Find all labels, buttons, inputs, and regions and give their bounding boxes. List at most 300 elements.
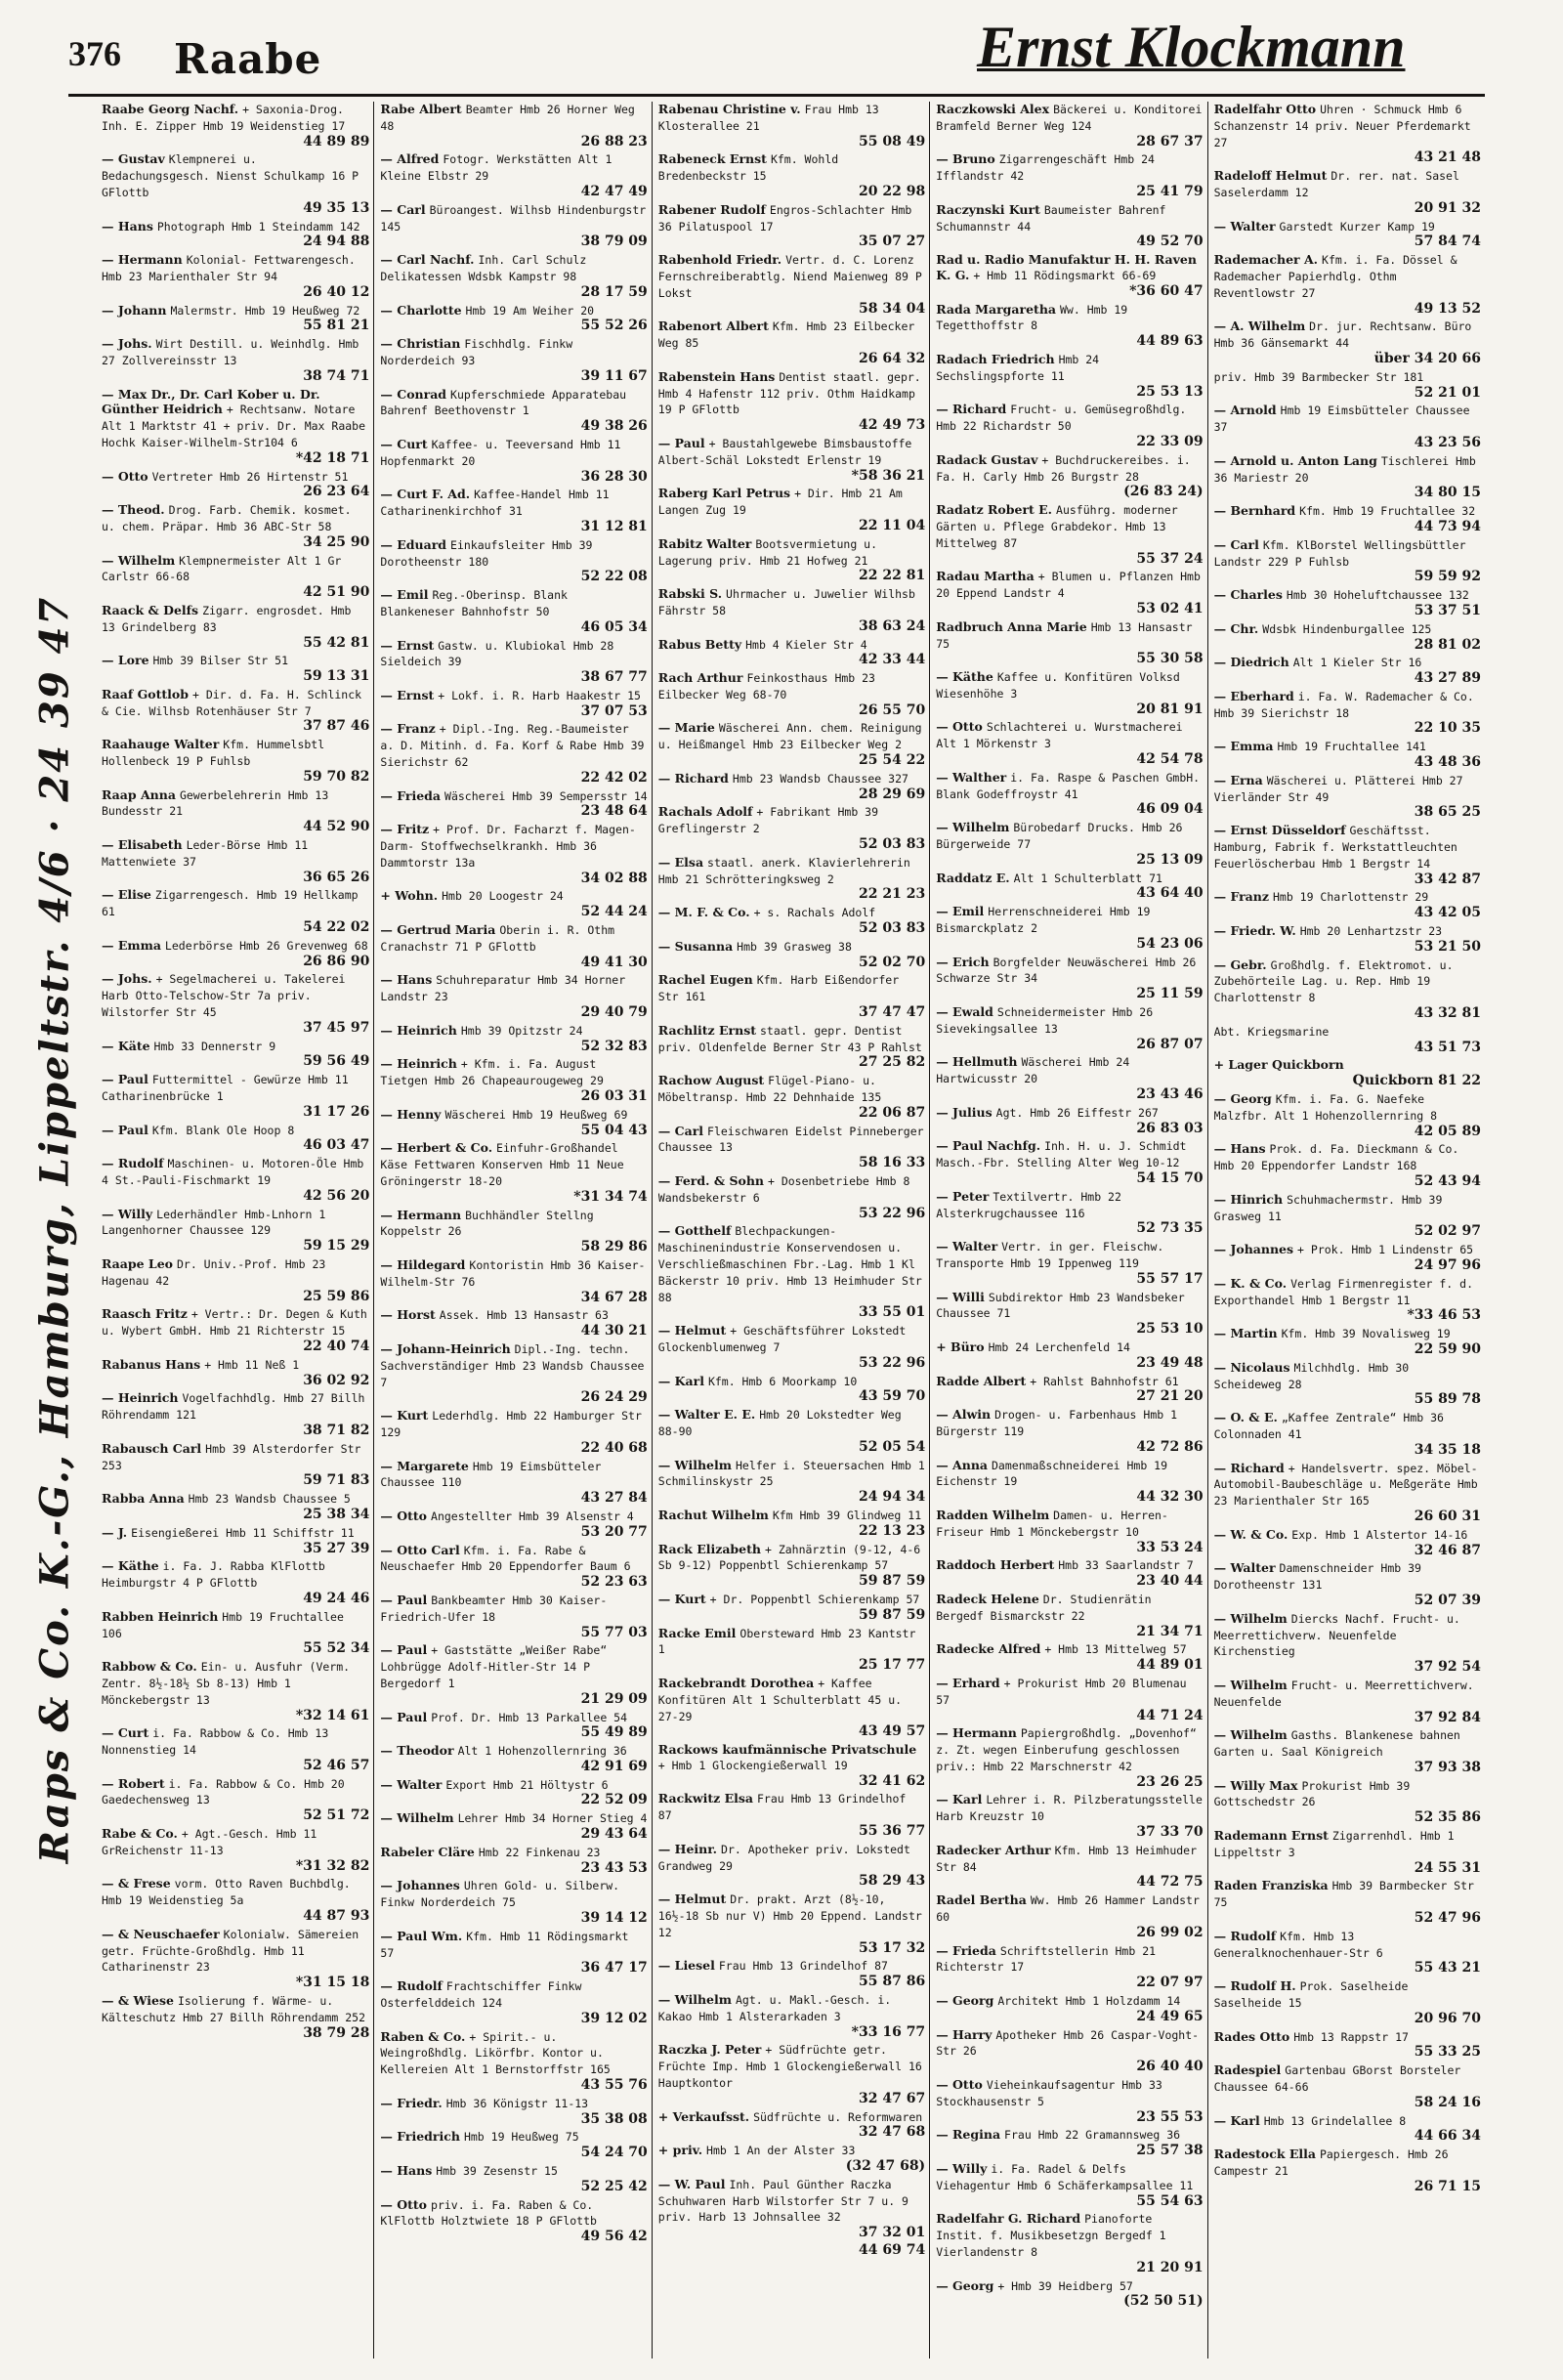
entry-phone: 59 70 82	[303, 768, 370, 785]
directory-entry	[936, 1592, 1203, 1639]
entry-phone: 20 22 98	[858, 183, 926, 199]
directory-entry	[658, 939, 925, 971]
entry-name: — Ferd. & Sohn	[657, 1173, 764, 1188]
entry-phone: 37 07 53	[580, 702, 648, 719]
directory-entry	[1214, 453, 1481, 501]
entry-phone: 52 07 39	[1414, 1592, 1481, 1608]
directory-entry	[380, 2129, 647, 2161]
entry-name: — Wilhelm	[936, 820, 1010, 835]
entry-name: Raap Anna	[102, 786, 176, 802]
entry-name: — Alwin	[936, 1407, 992, 1423]
entry-desc: Apotheker Hmb 26 Caspar-Voght-Str 26	[936, 2027, 1200, 2059]
entry-desc: Hmb 19 Fruchtallee 141	[1277, 740, 1426, 754]
entry-phone: 20 91 32	[1414, 199, 1481, 216]
entry-phone: *32 14 61	[295, 1707, 370, 1723]
entry-phone: 23 40 44	[1136, 1573, 1204, 1590]
entry-phone: 26 99 02	[1136, 1924, 1204, 1940]
entry-desc: Agt. Hmb 26 Eiffestr 267	[995, 1105, 1159, 1120]
entry-desc: + Spirit.- u. Weingroßhdlg. Likörfbr. Kontor u. Kellereien Alt 1 Bernstorffstr 165	[380, 2029, 611, 2077]
entry-desc: Wäscherei Hmb 39 Sempersstr 14	[444, 788, 648, 803]
directory-entry	[1214, 252, 1481, 317]
entry-desc: Dr. Apotheker priv. Lokstedt Grandweg 29	[657, 1842, 910, 1873]
entry-name: — Friedr. W.	[1213, 923, 1296, 939]
entry-desc: i. Fa. Rabbow & Co. Hmb 20 Gaedechensweg 13	[102, 1776, 345, 1807]
entry-desc: Prok. d. Fa. Dieckmann & Co. Hmb 20 Eppendorfer Landstr 168	[1213, 1142, 1459, 1173]
entry-name: — Johannes	[1213, 1242, 1294, 1257]
directory-entry	[102, 1357, 369, 1389]
entry-name: + Lager Quickborn	[1213, 1057, 1344, 1073]
entry-phone: 22 40 74	[303, 1338, 370, 1354]
entry-desc: Lederbörse Hmb 26 Grevenweg 68	[164, 938, 368, 953]
directory-entry	[1214, 369, 1481, 402]
directory-entry	[1214, 773, 1481, 821]
entry-name: — Paul Wm.	[380, 1928, 463, 1943]
entry-desc: Angestellter Hmb 39 Alsenstr 4	[431, 1509, 634, 1523]
entry-name: — Friedr.	[380, 2095, 443, 2110]
entry-phone: 23 48 64	[580, 803, 648, 820]
entry-phone: 22 13 23	[858, 1522, 926, 1539]
entry-desc: Ein- u. Ausfuhr (Verm. Zentr. 8½-18½ Sb 8-13) Hmb 1 Mönckebergstr 13	[102, 1660, 351, 1707]
entry-name: Radeck Helene	[936, 1591, 1039, 1606]
entry-name: — Johann	[102, 302, 167, 318]
entry-phone: 20 81 91	[1136, 701, 1204, 717]
directory-entry	[936, 770, 1203, 818]
entry-name: — Käthe	[102, 1558, 159, 1574]
entry-desc: Zigarrengesch. Hmb 19 Hellkamp 61	[102, 888, 359, 919]
entry-phone: Quickborn 81 22	[1352, 1073, 1481, 1089]
directory-entry	[1214, 1410, 1481, 1458]
entry-name: Rabus Betty	[657, 636, 742, 652]
entry-desc: Dentist staatl. gepr. Hmb 4 Hafenstr 112 priv. Othm Haidkamp 19 P GFlottb	[657, 369, 921, 417]
entry-name: — Martin	[1213, 1326, 1278, 1341]
directory-entry	[658, 2109, 925, 2142]
directory-entry	[380, 387, 647, 435]
entry-name: — Paul	[102, 1122, 148, 1137]
entry-phone: 53 17 32	[858, 1939, 926, 1956]
entry-desc: + Prok. Hmb 1 Lindenstr 65	[1297, 1243, 1474, 1257]
entry-desc: Obersteward Hmb 23 Kantstr 1	[657, 1626, 916, 1657]
directory-entry	[102, 1659, 369, 1723]
entry-phone: 52 02 70	[858, 954, 926, 970]
entry-desc: Maschinen- u. Motoren-Öle Hmb 4 St.-Pauli-Fischmarkt 19	[102, 1157, 364, 1187]
directory-entry	[936, 1641, 1203, 1674]
entry-name: Radecke Alfred	[936, 1641, 1041, 1657]
entry-desc: Büroangest. Wilhsb Hindenburgstr 145	[380, 202, 647, 234]
entry-phone: 38 74 71	[303, 367, 370, 384]
entry-desc: Schlachterei u. Wurstmacherei Alt 1 Mörkenstr 3	[936, 720, 1183, 751]
directory-entry	[380, 252, 647, 300]
entry-phone: 37 93 38	[1414, 1759, 1481, 1775]
directory-entry	[1214, 587, 1481, 619]
directory-entry	[936, 2278, 1203, 2311]
directory-entry	[936, 102, 1203, 149]
entry-desc: Subdirektor Hmb 23 Wandsbeker Chaussee 71	[936, 1290, 1185, 1321]
directory-entry	[1214, 1242, 1481, 1274]
entry-desc: Kolonialw. Sämereien getr. Früchte-Großhdlg. Hmb 11 Catharinenstr 23	[102, 1927, 359, 1975]
directory-entry	[658, 202, 925, 250]
entry-name: Raape Leo	[102, 1255, 173, 1271]
entry-phone: 36 47 17	[580, 1960, 648, 1976]
directory-entry	[380, 1257, 647, 1305]
entry-name: Raczka J. Peter	[657, 2042, 762, 2058]
entry-phone: 23 43 46	[1136, 1086, 1204, 1103]
entry-name: — Emma	[1213, 739, 1274, 754]
entry-phone: *33 16 77	[851, 2023, 926, 2040]
entry-name: — Curt F. Ad.	[380, 487, 471, 502]
entry-phone: 21 29 09	[580, 1690, 648, 1707]
entry-name: Raack & Delfs	[102, 602, 199, 617]
entry-name: — Wilhelm	[102, 552, 176, 568]
entry-desc: Eisengießerei Hmb 11 Schiffstr 11	[131, 1525, 355, 1540]
directory-entry	[102, 971, 369, 1036]
entry-desc: + Baustahlgewebe Bimsbaustoffe Albert-Schäl Lokstedt Erlenstr 19	[657, 436, 912, 467]
directory-entry	[936, 2027, 1203, 2075]
entry-name: — Bernhard	[1213, 503, 1296, 519]
directory-entry	[380, 2197, 647, 2245]
entry-phone: 55 87 86	[858, 1974, 926, 1990]
entry-name: — Anna	[936, 1457, 989, 1472]
entry-name: — Erna	[1213, 772, 1263, 787]
signature-stamp: Ernst Klockmann	[977, 15, 1406, 79]
entry-name: — Hans	[1213, 1141, 1266, 1157]
running-head: Raabe	[174, 35, 322, 83]
directory-entry	[1214, 621, 1481, 654]
directory-entry	[380, 1341, 647, 1406]
entry-desc: + Dipl.-Ing. Reg.-Baumeister a. D. Mitinh. d. Fa. Korf & Rabe Hmb 39 Sierichstr 62	[380, 722, 645, 770]
directory-entry	[380, 972, 647, 1020]
entry-phone: 54 22 02	[303, 919, 370, 936]
entry-desc: Klempnerei u. Bedachungsgesch. Nienst Schulkamp 16 P GFlottb	[102, 152, 359, 199]
entry-desc: Hmb 39 Grasweg 38	[737, 939, 852, 954]
entry-phone: 59 87 59	[858, 1573, 926, 1590]
directory-entry	[102, 1776, 369, 1824]
entry-phone: 23 26 25	[1136, 1773, 1204, 1790]
entry-name: — W. Paul	[657, 2176, 726, 2191]
entry-desc: Verlag Firmenregister f. d. Exporthandel Hmb 1 Bergstr 11	[1213, 1276, 1473, 1307]
directory-entry	[380, 1408, 647, 1456]
entry-phone: 32 46 87	[1414, 1542, 1481, 1558]
entry-phone: 38 65 25	[1414, 804, 1481, 821]
entry-desc: Vieheinkaufsagentur Hmb 33 Stockhausenstr 5	[936, 2078, 1162, 2108]
entry-name: — Willy Max	[1213, 1777, 1298, 1793]
entry-name: — Carl Nachf.	[380, 252, 475, 268]
entry-desc: Tischlerei Hmb 36 Mariestr 20	[1213, 453, 1476, 485]
entry-desc: Herrenschneiderei Hmb 19 Bismarckplatz 2	[936, 905, 1151, 936]
directory-entry	[936, 619, 1203, 667]
entry-phone: 44 71 24	[1136, 1707, 1204, 1723]
entry-name: — Johann-Heinrich	[380, 1340, 511, 1356]
entry-phone: 53 20 77	[580, 1523, 648, 1540]
entry-phone: 52 02 97	[1414, 1223, 1481, 1240]
directory-entry	[936, 402, 1203, 449]
entry-name: Rad u. Radio Manufaktur H. H. Raven K. G.	[936, 252, 1197, 282]
entry-name: — Hinrich	[1213, 1191, 1284, 1207]
entry-phone: 32 47 67	[858, 2090, 926, 2106]
entry-name: — Theodor	[380, 1743, 454, 1759]
entry-name: Rachut Wilhelm	[657, 1507, 769, 1522]
entry-phone: 42 05 89	[1414, 1123, 1481, 1139]
entry-phone: 22 33 09	[1136, 433, 1204, 449]
entry-desc: Drogen- u. Farbenhaus Hmb 1 Bürgerstr 119	[936, 1408, 1178, 1438]
entry-name: — Friedrich	[380, 2129, 460, 2145]
entry-desc: Blechpackungen- Maschinenindustrie Konservendosen u. Verschließmaschinen Fbr.-Lag. Hmb 1 Kl Bäckerstr 10 priv. Hmb 13 Heimhuder Str 88	[657, 1224, 922, 1304]
entry-name: Radatz Robert E.	[936, 502, 1053, 518]
entry-phone: 36 65 26	[303, 869, 370, 885]
entry-desc: Kfm. Hmb 13 Generalknochenhauer-Str 6	[1213, 1929, 1383, 1960]
directory-entry	[936, 820, 1203, 868]
entry-name: — Paul	[102, 1072, 148, 1087]
entry-phone: 58 29 43	[858, 1873, 926, 1890]
entry-desc: Alt 1 Kieler Str 16	[1292, 656, 1422, 670]
entry-phone: 22 40 68	[580, 1439, 648, 1456]
entry-phone: 43 49 57	[858, 1723, 926, 1740]
directory-entry	[658, 1323, 925, 1371]
entry-name: — Ernst	[380, 687, 435, 702]
entry-phone: (52 50 51)	[1123, 2293, 1204, 2310]
entry-name: — Otto	[936, 719, 983, 735]
entry-phone: 44 52 90	[303, 819, 370, 835]
entry-name: — Hermann	[936, 1725, 1017, 1741]
directory-entry	[936, 1290, 1203, 1338]
directory-entry	[102, 1441, 369, 1489]
entry-desc: i. Fa. W. Rademacher & Co. Hmb 39 Sierichstr 18	[1213, 689, 1474, 720]
entry-desc: Hmb 20 Loogestr 24	[442, 889, 564, 904]
entry-phone: *33 46 53	[1407, 1307, 1481, 1324]
directory-entry	[380, 1810, 647, 1843]
entry-desc: Kfm. i. Fa. Dössel & Rademacher Papierhdlg. Othm Reventlowstr 27	[1213, 253, 1457, 300]
entry-phone: 23 49 48	[1136, 1354, 1204, 1371]
entry-desc: Hmb 1 An der Alster 33	[706, 2144, 856, 2158]
entry-phone: 53 37 51	[1414, 602, 1481, 618]
entry-phone: 49 35 13	[303, 199, 370, 216]
entry-phone: 52 73 35	[1136, 1220, 1204, 1237]
entry-name: Raczkowski Alex	[936, 102, 1050, 116]
entry-name: Rades Otto	[1213, 2028, 1290, 2044]
directory-entry	[102, 687, 369, 735]
entry-desc: + Hmb 1 Glockengießerwall 19	[657, 1758, 848, 1772]
entry-phone: 26 40 12	[303, 283, 370, 300]
entry-phone: 42 54 78	[1136, 751, 1204, 768]
entry-desc: Leder-Börse Hmb 11 Mattenwiete 37	[102, 838, 309, 869]
entry-name: Rachals Adolf	[657, 804, 753, 820]
entry-desc: Feinkosthaus Hmb 23 Eilbecker Weg 68-70	[657, 671, 875, 701]
entry-name: — Walter	[1213, 218, 1276, 234]
entry-name: — & Neuschaefer	[102, 1926, 220, 1941]
directory-entry	[1214, 319, 1481, 366]
entry-phone: 52 32 83	[580, 1038, 648, 1054]
directory-entry	[936, 1943, 1203, 1991]
entry-phone: 44 72 75	[1136, 1874, 1204, 1891]
entry-desc: Zigarr. engrosdet. Hmb 13 Grindelberg 83	[102, 603, 352, 634]
entry-phone: 37 47 47	[858, 1004, 926, 1021]
directory-entry	[380, 1845, 647, 1877]
entry-phone: 44 73 94	[1414, 518, 1481, 534]
entry-name: — Johs.	[102, 336, 152, 352]
directory-entry	[658, 771, 925, 803]
entry-phone: 46 09 04	[1136, 801, 1204, 818]
directory-entry	[936, 904, 1203, 952]
entry-phone: 42 51 90	[303, 584, 370, 601]
directory-entry	[1214, 1727, 1481, 1775]
entry-name: Rabeler Cläre	[380, 1844, 475, 1859]
entry-phone: 22 06 87	[858, 1104, 926, 1121]
entry-phone: 34 35 18	[1414, 1441, 1481, 1458]
entry-phone: 52 22 08	[580, 569, 648, 585]
entry-phone: 55 52 34	[303, 1640, 370, 1657]
entry-desc: Kfm. Hmb 19 Fruchtallee 32	[1299, 504, 1476, 519]
entry-name: — Peter	[936, 1188, 990, 1204]
entry-phone: 29 40 79	[580, 1004, 648, 1021]
entry-desc: Hmb 33 Dennerstr 9	[153, 1039, 276, 1053]
entry-name: — Wilhelm	[1213, 1677, 1288, 1692]
entry-name: — Franz	[380, 721, 436, 737]
entry-name: — Willy	[936, 2161, 988, 2177]
entry-phone: 35 27 39	[303, 1540, 370, 1556]
directory-entry	[658, 1592, 925, 1624]
entry-name: Rabe Albert	[380, 102, 462, 116]
entry-name: Raasch Fritz	[102, 1306, 188, 1322]
entry-phone: 52 51 72	[303, 1807, 370, 1824]
entry-phone: 37 45 97	[303, 1019, 370, 1036]
entry-phone: 26 71 15	[1414, 2178, 1481, 2194]
directory-entry	[1214, 1527, 1481, 1559]
entry-name: — Rudolf	[380, 1978, 443, 1994]
entry-desc: Bäckerei u. Konditorei Bramfeld Berner Weg 124	[936, 103, 1203, 133]
entry-desc: Gastw. u. Klubiokal Hmb 28 Sieldeich 39	[380, 638, 614, 669]
entry-phone: 25 41 79	[1136, 183, 1204, 199]
entry-name: — Käthe	[936, 669, 993, 685]
entry-desc: staatl. anerk. Klavierlehrerin Hmb 21 Schrötteringksweg 2	[657, 855, 910, 886]
entry-desc: Vogelfachhdlg. Hmb 27 Billh Röhrendamm 121	[102, 1391, 365, 1423]
entry-desc: Kfm. Hmb 13 Heimhuder Str 84	[936, 1843, 1198, 1874]
entry-phone: 38 63 24	[858, 617, 926, 634]
entry-desc: + Dir. Hmb 21 Am Langen Zug 19	[657, 487, 903, 518]
directory-entry	[658, 1791, 925, 1839]
entry-desc: priv. Hmb 39 Barmbecker Str 181	[1213, 369, 1424, 384]
entry-desc: Kfm. Blank Ole Hoop 8	[151, 1123, 295, 1137]
entry-phone: 31 12 81	[580, 518, 648, 534]
entry-phone: 49 41 30	[580, 954, 648, 970]
entry-phone: 46 03 47	[303, 1137, 370, 1154]
entry-name: + Verkaufsst.	[657, 2108, 750, 2124]
entry-desc: Hmb 4 Kieler Str 4	[745, 637, 867, 652]
entry-phone: 26 23 64	[303, 484, 370, 500]
entry-phone: 26 40 40	[1136, 2059, 1204, 2075]
entry-desc: Hmb 23 Wandsb Chaussee 327	[732, 771, 908, 786]
entry-phone: 52 23 63	[580, 1574, 648, 1591]
entry-desc: Agt. u. Makl.-Gesch. i. Kakao Hmb 1 Alsterarkaden 3	[657, 1993, 892, 2023]
entry-phone: 54 15 70	[1136, 1170, 1204, 1186]
entry-name: Rabe & Co.	[102, 1826, 178, 1842]
entry-desc: Hmb 30 Hoheluftchaussee 132	[1286, 588, 1469, 603]
entry-name: — Karl	[936, 1792, 983, 1807]
entry-phone: 37 92 54	[1414, 1659, 1481, 1676]
entry-desc: Inh. H. u. J. Schmidt Masch.-Fbr. Stelling Alter Weg 10-12	[936, 1139, 1187, 1170]
directory-entry	[936, 1407, 1203, 1455]
entry-desc: Isolierung f. Wärme- u. Kälteschutz Hmb 27 Billh Röhrendamm 252	[102, 1994, 366, 2024]
directory-entry	[1214, 102, 1481, 166]
entry-phone: 55 36 77	[858, 1823, 926, 1840]
directory-entry	[1214, 403, 1481, 450]
entry-phone: 25 13 09	[1136, 851, 1204, 868]
entry-desc: + Buchdruckereibes. i. Fa. H. Carly Hmb 26 Burgstr 28	[936, 452, 1191, 484]
entry-desc: Wäscherei Hmb 24 Hartwicusstr 20	[936, 1055, 1130, 1086]
entry-desc: + Hmb 11 Neß 1	[204, 1357, 300, 1372]
entry-name: Rabski S.	[657, 586, 723, 602]
entry-desc: + Agt.-Gesch. Hmb 11 GrReichenstr 11-13	[102, 1827, 317, 1857]
directory-entry	[1214, 1611, 1481, 1676]
entry-desc: Dipl.-Ing. techn. Sachverständiger Hmb 23 Wandsb Chaussee 7	[380, 1341, 645, 1389]
entry-desc: Alt 1 Schulterblatt 71	[1013, 871, 1162, 885]
entry-phone: 38 79 28	[303, 2024, 370, 2041]
entry-phone: 44 89 63	[1136, 333, 1204, 350]
entry-desc: Dr. Studienrätin Bergedf Bismarckstr 22	[936, 1592, 1152, 1623]
entry-name: — M. F. & Co.	[657, 905, 750, 920]
entry-desc: Prok. Saselheide Saselheide 15	[1213, 1979, 1409, 2011]
entry-name: — Paul	[380, 1592, 428, 1607]
entry-name: — Charlotte	[380, 302, 462, 318]
entry-desc: Gasths. Blankenese bahnen Garten u. Saal Königreich	[1213, 1728, 1460, 1760]
entry-name: — Heinrich	[380, 1056, 457, 1072]
entry-phone: 43 59 70	[858, 1388, 926, 1405]
entry-phone: 22 22 81	[858, 568, 926, 584]
entry-phone: 54 24 70	[580, 2145, 648, 2161]
entry-name: — Heinrich	[380, 1022, 457, 1038]
directory-entry	[102, 553, 369, 601]
entry-desc: Frau Hmb 13 Grindelhof 87	[657, 1792, 907, 1823]
entry-desc: Flügel-Piano- u. Möbeltransp. Hmb 22 Dehnhaide 135	[657, 1074, 882, 1105]
entry-name: — Wilhelm	[1213, 1610, 1288, 1626]
entry-desc: Lehrer i. R. Pilzberatungsstelle Harb Kreuzstr 10	[936, 1793, 1203, 1824]
entry-phone: 26 87 07	[1136, 1036, 1204, 1052]
entry-name: — Karl	[1213, 2112, 1260, 2128]
entry-phone: 59 71 83	[303, 1472, 370, 1489]
entry-desc: Wdsbk Hindenburgallee 125	[1262, 621, 1432, 636]
directory-entry	[1214, 689, 1481, 737]
entry-phone: 49 56 42	[580, 2229, 648, 2245]
entry-desc: Ww. Hmb 26 Hammer Landstr 60	[936, 1893, 1200, 1925]
entry-phone: 38 71 82	[303, 1422, 370, 1438]
entry-phone: 57 84 74	[1414, 234, 1481, 250]
entry-phone: 52 44 24	[580, 904, 648, 920]
entry-desc: Hmb 19 Am Weiher 20	[465, 303, 595, 318]
entry-name: — Hans	[380, 972, 433, 988]
entry-desc: Prof. Dr. Hmb 13 Parkallee 54	[431, 1710, 628, 1724]
entry-name: — Richard	[936, 402, 1007, 417]
entry-phone: 25 59 86	[303, 1288, 370, 1304]
entry-name: — Arnold u. Anton Lang	[1213, 452, 1377, 468]
entry-name: Radespiel	[1213, 2062, 1282, 2078]
entry-phone: 44 89 01	[1136, 1657, 1204, 1674]
entry-desc: Hmb 23 Wandsb Chaussee 5	[188, 1492, 351, 1507]
entry-name: — Ewald	[936, 1004, 993, 1020]
directory-entry	[1214, 1276, 1481, 1324]
entry-desc: Futtermittel - Gewürze Hmb 11 Catharinenbrücke 1	[102, 1073, 349, 1104]
entry-phone: 49 24 46	[303, 1590, 370, 1606]
entry-phone: 55 57 17	[1136, 1270, 1204, 1287]
entry-phone: *31 34 74	[573, 1188, 648, 1205]
entry-phone: 25 11 59	[1136, 986, 1204, 1002]
entry-desc: Kfm. Hummelsbtl Hollenbeck 19 P Fuhlsb	[102, 738, 325, 769]
directory-entry	[658, 804, 925, 852]
entry-name: — Willi	[936, 1289, 985, 1304]
entry-desc: + Fabrikant Hmb 39 Greflingerstr 2	[657, 805, 879, 836]
entry-desc: priv. i. Fa. Raben & Co. KlFlottb Holztwiete 18 P GFlottb	[380, 2197, 597, 2229]
entry-phone: 59 87 59	[858, 1606, 926, 1623]
entry-name: Radde Albert	[936, 1373, 1027, 1388]
entry-name: Rademacher A.	[1213, 252, 1319, 268]
entry-name: — Hildegard	[380, 1256, 466, 1272]
